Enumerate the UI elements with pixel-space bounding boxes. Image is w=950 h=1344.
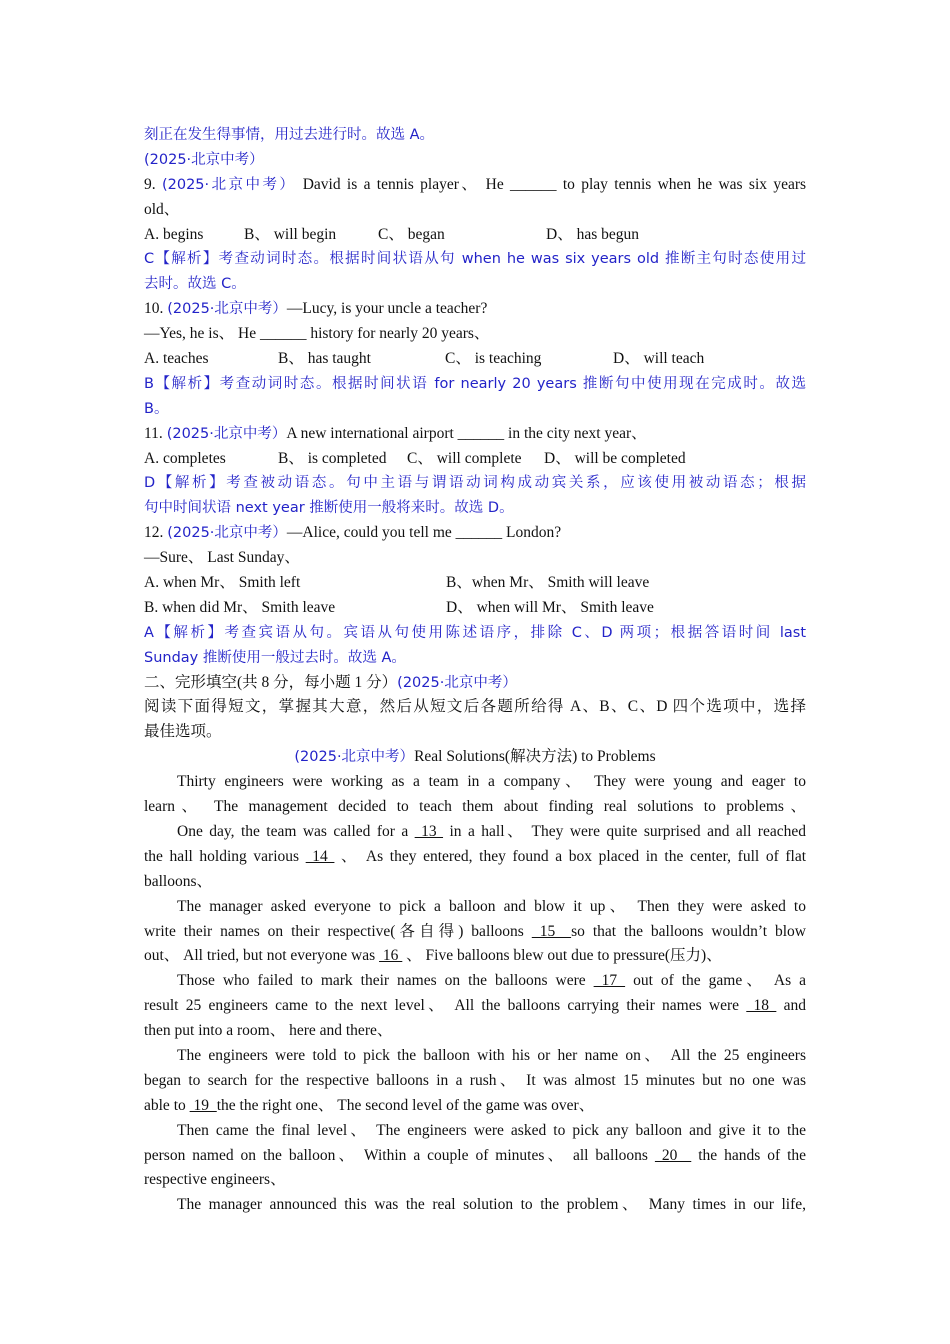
question-9-stem <box>144 173 806 198</box>
option-a: A. begins <box>144 225 204 243</box>
blank-13[interactable]: 13 <box>414 822 444 840</box>
passage-text: One day, the team was called for a <box>177 822 415 840</box>
passage-text: the hands of the <box>691 1146 806 1164</box>
option-a: A. teaches <box>144 350 209 368</box>
passage-line <box>144 820 806 845</box>
question-12-analysis: A【解析】考查宾语从句。宾语从句使用陈述语序，排除 C、D 两项；根据答语时间 last <box>144 624 806 641</box>
option-c: C、 began <box>378 225 445 243</box>
passage-text: 、 As they entered, they found a box placed in the center, full of flat <box>334 847 806 865</box>
passage-line: began to search for the respective balloons in a rush、 It was almost 15 minutes but no one was <box>144 1071 806 1089</box>
question-10-options <box>144 347 806 372</box>
question-11-options <box>144 447 806 472</box>
question-9-analysis-cont: 去时。故选 C。 <box>144 276 246 293</box>
passage-line <box>144 944 806 969</box>
passage-line: respective engineers、 <box>144 1171 286 1189</box>
option-a: A. when Mr、 Smith left <box>144 574 301 592</box>
section-instructions-cont: 最佳选项。 <box>144 723 222 741</box>
question-11-analysis: D【解析】考查被动语态。句中主语与谓语动词构成动宾关系，应该使用被动语态；根据 <box>144 475 806 492</box>
passage-line <box>144 845 806 870</box>
passage-text: 、 Five balloons blew out due to pressure(压力)、 <box>402 947 722 965</box>
section-heading-text: 二、完形填空(共 8 分，每小题 1 分） <box>144 673 398 691</box>
passage-text: out、 All tried, but not everyone was <box>144 947 380 965</box>
passage-text: person named on the balloon、 Within a couple of minutes、 all balloons <box>144 1146 655 1164</box>
question-11-stem <box>144 422 806 447</box>
question-number: 12. <box>144 524 164 542</box>
passage-text: the the right one、 The second level of the game was over、 <box>216 1096 595 1114</box>
passage-line: Then came the final level、 The engineers were asked to pick any balloon and give it to the <box>177 1121 806 1139</box>
blank-17[interactable]: 17 <box>593 972 626 990</box>
blank-14[interactable]: 14 <box>305 847 335 865</box>
option-b-alt: B. when did Mr、 Smith leave <box>144 598 336 616</box>
option-c: C、 is teaching <box>445 350 542 368</box>
section-heading-source: (2025·北京中考） <box>397 674 517 691</box>
question-10-analysis: B【解析】考查动词时态。根据时间状语 for nearly 20 years 推断句中使用现在完成时。故选 <box>144 375 806 392</box>
question-text: —Lucy, is your uncle a teacher? <box>286 300 488 318</box>
question-10-stem <box>144 297 806 322</box>
question-11-analysis-cont: 句中时间状语 next year 推断使用一般将来时。故选 D。 <box>144 500 514 517</box>
question-9-analysis: C【解析】考查动词时态。根据时间状语从句 when he was six years old 推断主句时态使用过 <box>144 251 806 268</box>
passage-text: able to <box>144 1096 190 1114</box>
passage-title <box>144 745 806 770</box>
blank-15[interactable]: 15 <box>531 922 572 940</box>
question-source: (2025·北京中考） <box>166 425 287 442</box>
option-b: B、 has taught <box>278 350 371 368</box>
previous-analysis-tail: 刻正在发生得事情，用过去进行时。故选 A。 <box>144 127 435 143</box>
passage-line <box>144 969 806 994</box>
question-9-stem-cont: old、 <box>144 200 180 218</box>
question-9-options <box>144 223 806 248</box>
question-text: —Alice, could you tell me ______ London? <box>286 524 562 542</box>
question-number: 11. <box>144 424 163 442</box>
passage-text: result 25 engineers came to the next level、 All the balloons carrying their names were <box>144 997 747 1015</box>
option-a: A. completes <box>144 449 226 467</box>
question-10-analysis-cont: B。 <box>144 400 169 417</box>
question-text: David is a tennis player、 He ______ to play tennis when he was six years <box>302 175 806 193</box>
passage-text: in a hall、 They were quite surprised and all reached <box>443 822 806 840</box>
previous-source: (2025·北京中考） <box>144 151 264 168</box>
question-source: (2025·北京中考） <box>167 525 287 542</box>
option-d: D、 will teach <box>613 350 705 368</box>
blank-19[interactable]: 19 <box>189 1096 217 1114</box>
question-12-analysis-cont: Sunday 推断使用一般过去时。故选 A。 <box>144 649 406 666</box>
passage-line: The manager asked everyone to pick a balloon and blow it up、 Then they were asked to <box>177 897 806 915</box>
blank-16[interactable]: 16 <box>379 947 403 965</box>
question-12-options-row1 <box>144 571 806 596</box>
question-12-stem <box>144 521 806 546</box>
passage-line <box>144 1094 806 1119</box>
blank-20[interactable]: 20 <box>654 1146 692 1164</box>
option-b: B、when Mr、 Smith will leave <box>446 574 650 592</box>
question-10-stem-cont: —Yes, he is、 He ______ history for nearly 20 years、 <box>144 325 490 343</box>
passage-line: balloons、 <box>144 872 213 890</box>
passage-line: learn、 The management decided to teach them about finding real solutions to problems、 <box>144 798 806 816</box>
question-text: A new international airport ______ in the city next year、 <box>286 424 647 442</box>
passage-line <box>144 920 806 945</box>
option-d: D、 will be completed <box>544 449 686 467</box>
passage-text: out of the game、 As a <box>625 972 806 990</box>
passage-line: The engineers were told to pick the balloon with his or her name on、 All the 25 engineers <box>177 1046 806 1064</box>
passage-text: the hall holding various <box>144 847 306 865</box>
passage-text: Those who failed to mark their names on the balloons were <box>177 972 594 990</box>
passage-line <box>144 1144 806 1169</box>
option-d: D、 when will Mr、 Smith leave <box>446 598 654 616</box>
passage-line: Thirty engineers were working as a team in a company、 They were young and eager to <box>177 773 806 791</box>
option-b: B、 will begin <box>244 225 337 243</box>
question-12-options-row2 <box>144 596 806 621</box>
passage-line: The manager announced this was the real solution to the problem、 Many times in our life, <box>177 1196 806 1214</box>
section-heading <box>144 671 806 696</box>
passage-line <box>144 994 806 1019</box>
passage-line: then put into a room、 here and there、 <box>144 1022 393 1040</box>
question-12-stem-cont: —Sure、 Last Sunday、 <box>144 549 300 567</box>
question-source: (2025·北京中考） <box>167 301 287 318</box>
passage-title-source: (2025·北京中考） <box>294 749 415 766</box>
question-number: 9. <box>144 175 156 193</box>
section-instructions: 阅读下面得短文，掌握其大意，然后从短文后各题所给得 A、B、C、D 四个选项中，选择 <box>144 698 806 716</box>
option-b: B、 is completed <box>278 449 387 467</box>
option-d: D、 has begun <box>546 225 639 243</box>
document-content <box>144 123 806 1218</box>
passage-text: write their names on their respective(各自得) balloons <box>144 922 532 940</box>
passage-title-text: Real Solutions(解决方法) to Problems <box>414 748 656 766</box>
passage-text: so that the balloons wouldn’t blow <box>571 922 806 940</box>
question-source: (2025·北京中考） <box>161 176 297 193</box>
blank-18[interactable]: 18 <box>746 997 777 1015</box>
passage-text: and <box>776 997 806 1015</box>
question-number: 10. <box>144 300 164 318</box>
option-c: C、 will complete <box>407 449 522 467</box>
